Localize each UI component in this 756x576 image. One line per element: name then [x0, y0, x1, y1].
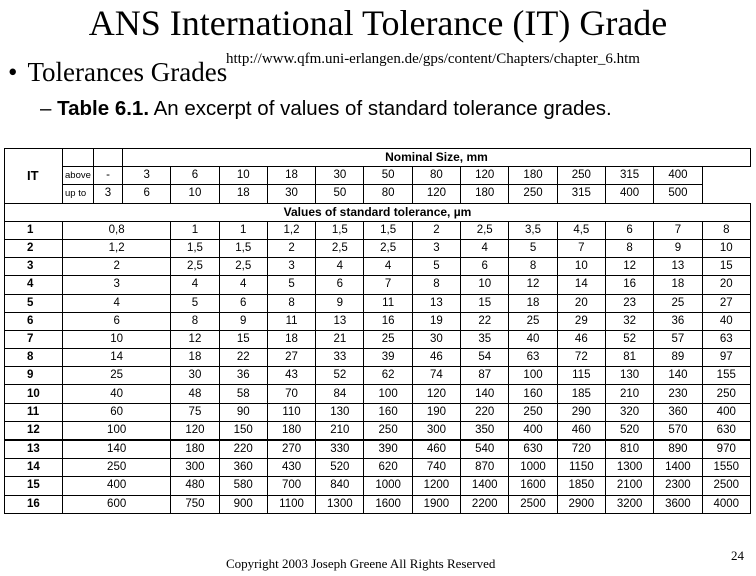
tolerance-value-cell: 6 — [316, 276, 364, 294]
tolerance-value-cell: 36 — [219, 367, 267, 385]
size-above-cell: 3 — [123, 167, 171, 185]
tolerance-value-cell: 1,5 — [219, 239, 267, 257]
tolerance-value-cell: 190 — [412, 403, 460, 421]
tolerance-value-cell: 6 — [461, 258, 509, 276]
tolerance-value-cell: 290 — [557, 403, 605, 421]
table-row — [5, 440, 751, 459]
table-row — [5, 312, 751, 330]
it-grade-cell: 14 — [5, 459, 63, 477]
tolerance-value-cell: 10 — [557, 258, 605, 276]
it-column-header: IT — [5, 149, 63, 204]
values-header: Values of standard tolerance, µm — [5, 203, 751, 221]
tolerance-value-cell: 87 — [461, 367, 509, 385]
tolerance-value-cell: 140 — [63, 440, 171, 459]
tolerance-value-cell: 160 — [364, 403, 412, 421]
tolerance-value-cell: 360 — [654, 403, 702, 421]
tolerance-value-cell: 40 — [702, 312, 750, 330]
tolerance-value-cell: 72 — [557, 349, 605, 367]
tolerance-value-cell: 2500 — [702, 477, 750, 495]
tolerance-value-cell: 2,5 — [364, 239, 412, 257]
tolerance-value-cell: 63 — [702, 330, 750, 348]
tolerance-value-cell: 25 — [63, 367, 171, 385]
tolerance-value-cell: 400 — [63, 477, 171, 495]
tolerance-value-cell: 4 — [219, 276, 267, 294]
tolerance-table — [4, 148, 751, 514]
tolerance-value-cell: 11 — [267, 312, 315, 330]
tolerance-value-cell: 460 — [557, 421, 605, 440]
tolerance-value-cell: 1850 — [557, 477, 605, 495]
table-row — [5, 349, 751, 367]
tolerance-value-cell: 1600 — [509, 477, 557, 495]
tolerance-value-cell: 12 — [605, 258, 653, 276]
size-above-cell: 18 — [267, 167, 315, 185]
size-above-cell: 6 — [171, 167, 219, 185]
tolerance-value-cell: 14 — [557, 276, 605, 294]
tolerance-value-cell: 4 — [316, 258, 364, 276]
bullet-marker: • — [8, 57, 18, 87]
tolerance-value-cell: 8 — [171, 312, 219, 330]
tolerance-value-cell: 4 — [461, 239, 509, 257]
tolerance-value-cell: 580 — [219, 477, 267, 495]
tolerance-value-cell: 1 — [219, 221, 267, 239]
tolerance-value-cell: 75 — [171, 403, 219, 421]
tolerance-value-cell: 57 — [654, 330, 702, 348]
size-upto-cell: 18 — [219, 185, 267, 203]
tolerance-value-cell: 140 — [461, 385, 509, 403]
size-upto-cell: 315 — [557, 185, 605, 203]
tolerance-value-cell: 1,5 — [364, 221, 412, 239]
tolerance-value-cell: 1,2 — [267, 221, 315, 239]
tolerance-value-cell: 570 — [654, 421, 702, 440]
tolerance-value-cell: 7 — [364, 276, 412, 294]
tolerance-value-cell: 1300 — [605, 459, 653, 477]
tolerance-value-cell: 2,5 — [316, 239, 364, 257]
it-grade-cell: 1 — [5, 221, 63, 239]
tolerance-value-cell: 18 — [171, 349, 219, 367]
tolerance-value-cell: 4 — [171, 276, 219, 294]
tolerance-value-cell: 2,5 — [461, 221, 509, 239]
tolerance-value-cell: 250 — [364, 421, 412, 440]
tolerance-value-cell: 8 — [412, 276, 460, 294]
tolerance-value-cell: 40 — [63, 385, 171, 403]
it-grade-cell: 10 — [5, 385, 63, 403]
table-row — [5, 258, 751, 276]
tolerance-value-cell: 40 — [509, 330, 557, 348]
tolerance-value-cell: 1400 — [461, 477, 509, 495]
tolerance-value-cell: 890 — [654, 440, 702, 459]
tolerance-value-cell: 8 — [267, 294, 315, 312]
tolerance-value-cell: 27 — [267, 349, 315, 367]
tolerance-value-cell: 870 — [461, 459, 509, 477]
tolerance-value-cell: 62 — [364, 367, 412, 385]
tolerance-value-cell: 210 — [605, 385, 653, 403]
tolerance-value-cell: 2,5 — [171, 258, 219, 276]
tolerance-value-cell: 2300 — [654, 477, 702, 495]
tolerance-value-cell: 27 — [702, 294, 750, 312]
tolerance-value-cell: 60 — [63, 403, 171, 421]
tolerance-value-cell: 120 — [171, 421, 219, 440]
tolerance-value-cell: 74 — [412, 367, 460, 385]
it-grade-cell: 13 — [5, 440, 63, 459]
tolerance-value-cell: 21 — [316, 330, 364, 348]
source-url: http://www.qfm.uni-erlangen.de/gps/content/Chapters/chapter_6.htm — [226, 51, 640, 67]
size-upto-cell: 500 — [654, 185, 702, 203]
tolerance-value-cell: 155 — [702, 367, 750, 385]
size-upto-cell: 120 — [412, 185, 460, 203]
tolerance-value-cell: 1100 — [267, 495, 315, 513]
tolerance-value-cell: 700 — [267, 477, 315, 495]
caption-label: Table 6.1. — [57, 97, 150, 120]
tolerance-value-cell: 84 — [316, 385, 364, 403]
values-header-row — [5, 203, 751, 221]
tolerance-value-cell: 3200 — [605, 495, 653, 513]
tolerance-value-cell: 480 — [171, 477, 219, 495]
tolerance-value-cell: 52 — [605, 330, 653, 348]
size-above-cell: 30 — [316, 167, 364, 185]
tolerance-value-cell: 63 — [509, 349, 557, 367]
size-above-cell: 250 — [557, 167, 605, 185]
tolerance-table-body — [5, 149, 751, 514]
tolerance-value-cell: 130 — [605, 367, 653, 385]
tolerance-value-cell: 970 — [702, 440, 750, 459]
caption-dash: – — [40, 97, 52, 120]
size-upto-cell: 30 — [267, 185, 315, 203]
tolerance-value-cell: 100 — [509, 367, 557, 385]
tolerance-value-cell: 160 — [509, 385, 557, 403]
bullet-point — [8, 56, 227, 88]
tolerance-value-cell: 2 — [63, 258, 171, 276]
tolerance-value-cell: 900 — [219, 495, 267, 513]
tolerance-value-cell: 54 — [461, 349, 509, 367]
table-row — [5, 330, 751, 348]
tolerance-value-cell: 320 — [605, 403, 653, 421]
tolerance-value-cell: 150 — [219, 421, 267, 440]
tolerance-value-cell: 750 — [171, 495, 219, 513]
tolerance-value-cell: 540 — [461, 440, 509, 459]
it-grade-cell: 15 — [5, 477, 63, 495]
tolerance-value-cell: 22 — [219, 349, 267, 367]
size-above-row — [5, 167, 751, 185]
tolerance-value-cell: 5 — [509, 239, 557, 257]
table-row — [5, 221, 751, 239]
tolerance-value-cell: 16 — [364, 312, 412, 330]
tolerance-value-cell: 1150 — [557, 459, 605, 477]
tolerance-value-cell: 1,5 — [171, 239, 219, 257]
tolerance-value-cell: 7 — [654, 221, 702, 239]
size-upto-cell: 3 — [94, 185, 123, 203]
tolerance-value-cell: 12 — [171, 330, 219, 348]
tolerance-value-cell: 8 — [509, 258, 557, 276]
tolerance-value-cell: 5 — [412, 258, 460, 276]
tolerance-value-cell: 2200 — [461, 495, 509, 513]
tolerance-value-cell: 9 — [654, 239, 702, 257]
tolerance-value-cell: 4,5 — [557, 221, 605, 239]
tolerance-value-cell: 8 — [605, 239, 653, 257]
tolerance-value-cell: 16 — [605, 276, 653, 294]
tolerance-value-cell: 22 — [461, 312, 509, 330]
size-above-cell: 315 — [605, 167, 653, 185]
tolerance-value-cell: 3 — [63, 276, 171, 294]
tolerance-value-cell: 13 — [412, 294, 460, 312]
size-above-cell: - — [94, 167, 123, 185]
size-above-cell: 10 — [219, 167, 267, 185]
table-row — [5, 495, 751, 513]
tolerance-value-cell: 110 — [267, 403, 315, 421]
tolerance-value-cell: 10 — [461, 276, 509, 294]
tolerance-value-cell: 33 — [316, 349, 364, 367]
tolerance-value-cell: 1 — [171, 221, 219, 239]
size-above-cell: 50 — [364, 167, 412, 185]
tolerance-value-cell: 460 — [412, 440, 460, 459]
tolerance-value-cell: 4 — [63, 294, 171, 312]
tolerance-value-cell: 52 — [316, 367, 364, 385]
tolerance-value-cell: 400 — [509, 421, 557, 440]
tolerance-value-cell: 13 — [654, 258, 702, 276]
tolerance-value-cell: 19 — [412, 312, 460, 330]
tolerance-value-cell: 210 — [316, 421, 364, 440]
tolerance-value-cell: 12 — [509, 276, 557, 294]
tolerance-value-cell: 720 — [557, 440, 605, 459]
tolerance-value-cell: 360 — [219, 459, 267, 477]
it-grade-cell: 8 — [5, 349, 63, 367]
tolerance-value-cell: 300 — [171, 459, 219, 477]
tolerance-value-cell: 15 — [219, 330, 267, 348]
tolerance-value-cell: 220 — [461, 403, 509, 421]
tolerance-value-cell: 0,8 — [63, 221, 171, 239]
above-label: above — [63, 167, 94, 185]
tolerance-value-cell: 32 — [605, 312, 653, 330]
tolerance-value-cell: 1900 — [412, 495, 460, 513]
size-above-cell: 120 — [461, 167, 509, 185]
tolerance-value-cell: 1600 — [364, 495, 412, 513]
tolerance-value-cell: 6 — [219, 294, 267, 312]
tolerance-value-cell: 620 — [364, 459, 412, 477]
tolerance-value-cell: 23 — [605, 294, 653, 312]
size-upto-row — [5, 185, 751, 203]
tolerance-value-cell: 3600 — [654, 495, 702, 513]
tolerance-value-cell: 740 — [412, 459, 460, 477]
tolerance-value-cell: 30 — [171, 367, 219, 385]
tolerance-value-cell: 430 — [267, 459, 315, 477]
tolerance-value-cell: 3,5 — [509, 221, 557, 239]
tolerance-value-cell: 4 — [364, 258, 412, 276]
tolerance-value-cell: 390 — [364, 440, 412, 459]
tolerance-value-cell: 5 — [267, 276, 315, 294]
table-caption — [40, 96, 612, 122]
tolerance-value-cell: 9 — [316, 294, 364, 312]
size-upto-cell: 250 — [509, 185, 557, 203]
tolerance-value-cell: 25 — [654, 294, 702, 312]
table-header-row — [5, 149, 751, 167]
tolerance-value-cell: 10 — [63, 330, 171, 348]
it-grade-cell: 12 — [5, 421, 63, 440]
tolerance-value-cell: 2100 — [605, 477, 653, 495]
tolerance-value-cell: 120 — [412, 385, 460, 403]
tolerance-value-cell: 270 — [267, 440, 315, 459]
tolerance-value-cell: 520 — [316, 459, 364, 477]
tolerance-value-cell: 6 — [605, 221, 653, 239]
tolerance-value-cell: 250 — [509, 403, 557, 421]
tolerance-value-cell: 1400 — [654, 459, 702, 477]
nominal-size-header: Nominal Size, mm — [123, 149, 751, 167]
tolerance-value-cell: 1,5 — [316, 221, 364, 239]
it-grade-cell: 4 — [5, 276, 63, 294]
tolerance-value-cell: 29 — [557, 312, 605, 330]
tolerance-value-cell: 2 — [267, 239, 315, 257]
tolerance-value-cell: 600 — [63, 495, 171, 513]
table-row — [5, 239, 751, 257]
it-grade-cell: 2 — [5, 239, 63, 257]
tolerance-value-cell: 20 — [702, 276, 750, 294]
tolerance-value-cell: 3 — [412, 239, 460, 257]
tolerance-value-cell: 25 — [509, 312, 557, 330]
tolerance-value-cell: 250 — [63, 459, 171, 477]
tolerance-value-cell: 46 — [557, 330, 605, 348]
tolerance-value-cell: 1550 — [702, 459, 750, 477]
it-grade-cell: 7 — [5, 330, 63, 348]
size-upto-cell: 10 — [171, 185, 219, 203]
table-row — [5, 477, 751, 495]
tolerance-value-cell: 89 — [654, 349, 702, 367]
tolerance-value-cell: 1000 — [364, 477, 412, 495]
tolerance-value-cell: 36 — [654, 312, 702, 330]
upto-label: up to — [63, 185, 94, 203]
tolerance-value-cell: 840 — [316, 477, 364, 495]
table-row — [5, 294, 751, 312]
bullet-text: Tolerances Grades — [27, 57, 228, 87]
tolerance-value-cell: 15 — [702, 258, 750, 276]
table-row — [5, 403, 751, 421]
tolerance-value-cell: 100 — [63, 421, 171, 440]
tolerance-value-cell: 1200 — [412, 477, 460, 495]
tolerance-value-cell: 90 — [219, 403, 267, 421]
tolerance-value-cell: 6 — [63, 312, 171, 330]
size-above-cell: 400 — [654, 167, 702, 185]
tolerance-value-cell: 18 — [509, 294, 557, 312]
tolerance-value-cell: 330 — [316, 440, 364, 459]
tolerance-value-cell: 35 — [461, 330, 509, 348]
tolerance-value-cell: 350 — [461, 421, 509, 440]
tolerance-value-cell: 1000 — [509, 459, 557, 477]
tolerance-value-cell: 300 — [412, 421, 460, 440]
tolerance-value-cell: 100 — [364, 385, 412, 403]
caption-text: An excerpt of values of standard tolerance grades. — [153, 97, 612, 120]
tolerance-value-cell: 39 — [364, 349, 412, 367]
it-grade-cell: 5 — [5, 294, 63, 312]
tolerance-value-cell: 3 — [267, 258, 315, 276]
tolerance-value-cell: 97 — [702, 349, 750, 367]
size-upto-cell: 400 — [605, 185, 653, 203]
it-grade-cell: 11 — [5, 403, 63, 421]
it-grade-cell: 3 — [5, 258, 63, 276]
tolerance-value-cell: 130 — [316, 403, 364, 421]
copyright-text: Copyright 2003 Joseph Greene All Rights Reserved — [226, 556, 496, 571]
tolerance-value-cell: 11 — [364, 294, 412, 312]
tolerance-value-cell: 48 — [171, 385, 219, 403]
size-upto-cell: 180 — [461, 185, 509, 203]
tolerance-value-cell: 2 — [412, 221, 460, 239]
tolerance-value-cell: 4000 — [702, 495, 750, 513]
tolerance-value-cell: 20 — [557, 294, 605, 312]
tolerance-value-cell: 230 — [654, 385, 702, 403]
tolerance-value-cell: 180 — [267, 421, 315, 440]
tolerance-value-cell: 185 — [557, 385, 605, 403]
tolerance-value-cell: 220 — [219, 440, 267, 459]
tolerance-value-cell: 58 — [219, 385, 267, 403]
tolerance-value-cell: 18 — [267, 330, 315, 348]
tolerance-value-cell: 81 — [605, 349, 653, 367]
tolerance-value-cell: 15 — [461, 294, 509, 312]
size-upto-cell: 6 — [123, 185, 171, 203]
tolerance-value-cell: 520 — [605, 421, 653, 440]
table-row — [5, 367, 751, 385]
size-above-cell: 80 — [412, 167, 460, 185]
it-grade-cell: 9 — [5, 367, 63, 385]
tolerance-value-cell: 2,5 — [219, 258, 267, 276]
tolerance-value-cell: 630 — [702, 421, 750, 440]
tolerance-value-cell: 13 — [316, 312, 364, 330]
tolerance-value-cell: 5 — [171, 294, 219, 312]
tolerance-value-cell: 43 — [267, 367, 315, 385]
tolerance-value-cell: 810 — [605, 440, 653, 459]
tolerance-value-cell: 9 — [219, 312, 267, 330]
tolerance-value-cell: 7 — [557, 239, 605, 257]
tolerance-value-cell: 115 — [557, 367, 605, 385]
tolerance-value-cell: 25 — [364, 330, 412, 348]
slide-title: ANS International Tolerance (IT) Grade — [88, 3, 668, 43]
table-row — [5, 459, 751, 477]
tolerance-value-cell: 14 — [63, 349, 171, 367]
tolerance-value-cell: 180 — [171, 440, 219, 459]
page-number: 24 — [731, 548, 744, 563]
tolerance-value-cell: 8 — [702, 221, 750, 239]
table-row — [5, 276, 751, 294]
tolerance-value-cell: 400 — [702, 403, 750, 421]
tolerance-value-cell: 1300 — [316, 495, 364, 513]
tolerance-value-cell: 46 — [412, 349, 460, 367]
tolerance-value-cell: 10 — [702, 239, 750, 257]
it-grade-cell: 6 — [5, 312, 63, 330]
tolerance-value-cell: 70 — [267, 385, 315, 403]
tolerance-value-cell: 630 — [509, 440, 557, 459]
table-row — [5, 385, 751, 403]
tolerance-value-cell: 1,2 — [63, 239, 171, 257]
tolerance-value-cell: 250 — [702, 385, 750, 403]
tolerance-value-cell: 2500 — [509, 495, 557, 513]
size-upto-cell: 50 — [316, 185, 364, 203]
tolerance-value-cell: 18 — [654, 276, 702, 294]
size-upto-cell: 80 — [364, 185, 412, 203]
tolerance-value-cell: 2900 — [557, 495, 605, 513]
tolerance-value-cell: 140 — [654, 367, 702, 385]
tolerance-value-cell: 30 — [412, 330, 460, 348]
it-grade-cell: 16 — [5, 495, 63, 513]
size-above-cell: 180 — [509, 167, 557, 185]
table-row — [5, 421, 751, 440]
